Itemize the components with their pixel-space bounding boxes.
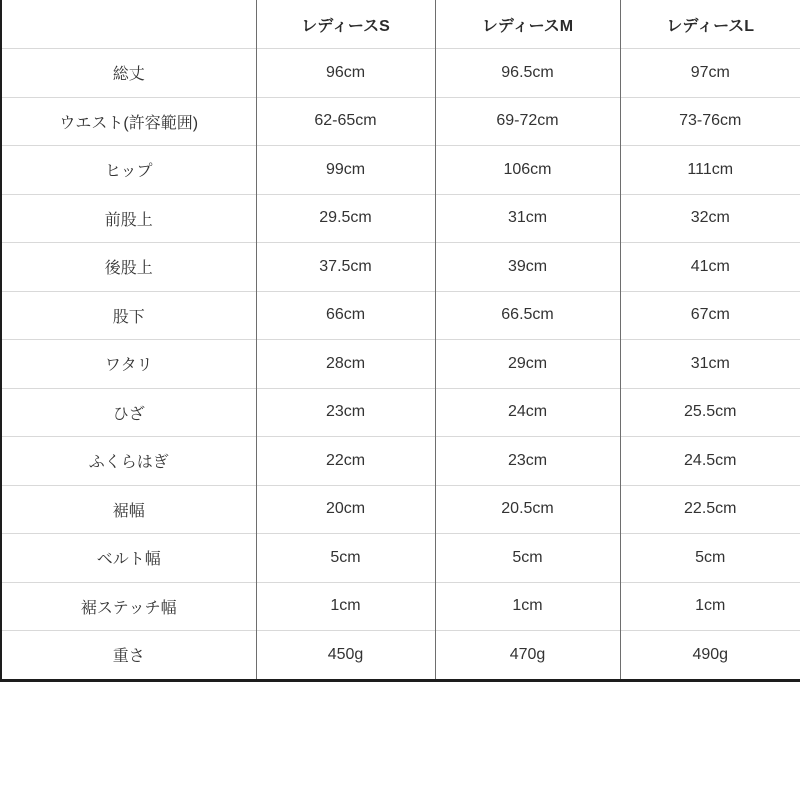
size-chart-body: [1, 49, 800, 681]
column-header: レディースS: [256, 0, 435, 49]
size-value-cell: 39cm: [435, 243, 620, 292]
corner-cell: [1, 0, 256, 49]
row-label: ワタリ: [1, 340, 256, 389]
table-row: [1, 437, 800, 486]
size-value-cell: 1cm: [435, 582, 620, 631]
size-value-cell: 22.5cm: [620, 485, 800, 534]
table-row: [1, 631, 800, 681]
size-chart-header: [1, 0, 800, 49]
size-value-cell: 5cm: [435, 534, 620, 583]
table-row: [1, 388, 800, 437]
column-header: レディースM: [435, 0, 620, 49]
table-row: [1, 534, 800, 583]
size-value-cell: 96.5cm: [435, 49, 620, 98]
size-value-cell: 37.5cm: [256, 243, 435, 292]
size-value-cell: 490g: [620, 631, 800, 681]
table-row: [1, 485, 800, 534]
row-label: 前股上: [1, 194, 256, 243]
size-value-cell: 24cm: [435, 388, 620, 437]
size-value-cell: 23cm: [435, 437, 620, 486]
size-value-cell: 20.5cm: [435, 485, 620, 534]
size-value-cell: 66.5cm: [435, 291, 620, 340]
size-value-cell: 29.5cm: [256, 194, 435, 243]
size-value-cell: 24.5cm: [620, 437, 800, 486]
column-header: レディースL: [620, 0, 800, 49]
size-value-cell: 23cm: [256, 388, 435, 437]
size-value-cell: 1cm: [256, 582, 435, 631]
size-value-cell: 41cm: [620, 243, 800, 292]
row-label: ひざ: [1, 388, 256, 437]
size-value-cell: 28cm: [256, 340, 435, 389]
table-row: [1, 340, 800, 389]
table-row: [1, 146, 800, 195]
size-value-cell: 5cm: [620, 534, 800, 583]
size-value-cell: 73-76cm: [620, 97, 800, 146]
row-label: ふくらはぎ: [1, 437, 256, 486]
size-value-cell: 470g: [435, 631, 620, 681]
row-label: 股下: [1, 291, 256, 340]
row-label: 裾ステッチ幅: [1, 582, 256, 631]
size-value-cell: 106cm: [435, 146, 620, 195]
size-value-cell: 32cm: [620, 194, 800, 243]
table-row: [1, 194, 800, 243]
size-value-cell: 66cm: [256, 291, 435, 340]
row-label: ヒップ: [1, 146, 256, 195]
size-value-cell: 29cm: [435, 340, 620, 389]
header-row: [1, 0, 800, 49]
table-row: [1, 291, 800, 340]
row-label: ベルト幅: [1, 534, 256, 583]
size-value-cell: 62-65cm: [256, 97, 435, 146]
size-value-cell: 5cm: [256, 534, 435, 583]
row-label: ウエスト(許容範囲): [1, 97, 256, 146]
row-label: 総丈: [1, 49, 256, 98]
size-value-cell: 111cm: [620, 146, 800, 195]
size-value-cell: 99cm: [256, 146, 435, 195]
size-value-cell: 67cm: [620, 291, 800, 340]
size-value-cell: 31cm: [620, 340, 800, 389]
row-label: 後股上: [1, 243, 256, 292]
size-value-cell: 1cm: [620, 582, 800, 631]
size-value-cell: 25.5cm: [620, 388, 800, 437]
size-value-cell: 97cm: [620, 49, 800, 98]
size-value-cell: 20cm: [256, 485, 435, 534]
size-value-cell: 22cm: [256, 437, 435, 486]
row-label: 裾幅: [1, 485, 256, 534]
size-value-cell: 450g: [256, 631, 435, 681]
table-row: [1, 582, 800, 631]
size-value-cell: 96cm: [256, 49, 435, 98]
table-row: [1, 49, 800, 98]
row-label: 重さ: [1, 631, 256, 681]
size-value-cell: 69-72cm: [435, 97, 620, 146]
table-row: [1, 97, 800, 146]
table-row: [1, 243, 800, 292]
size-value-cell: 31cm: [435, 194, 620, 243]
